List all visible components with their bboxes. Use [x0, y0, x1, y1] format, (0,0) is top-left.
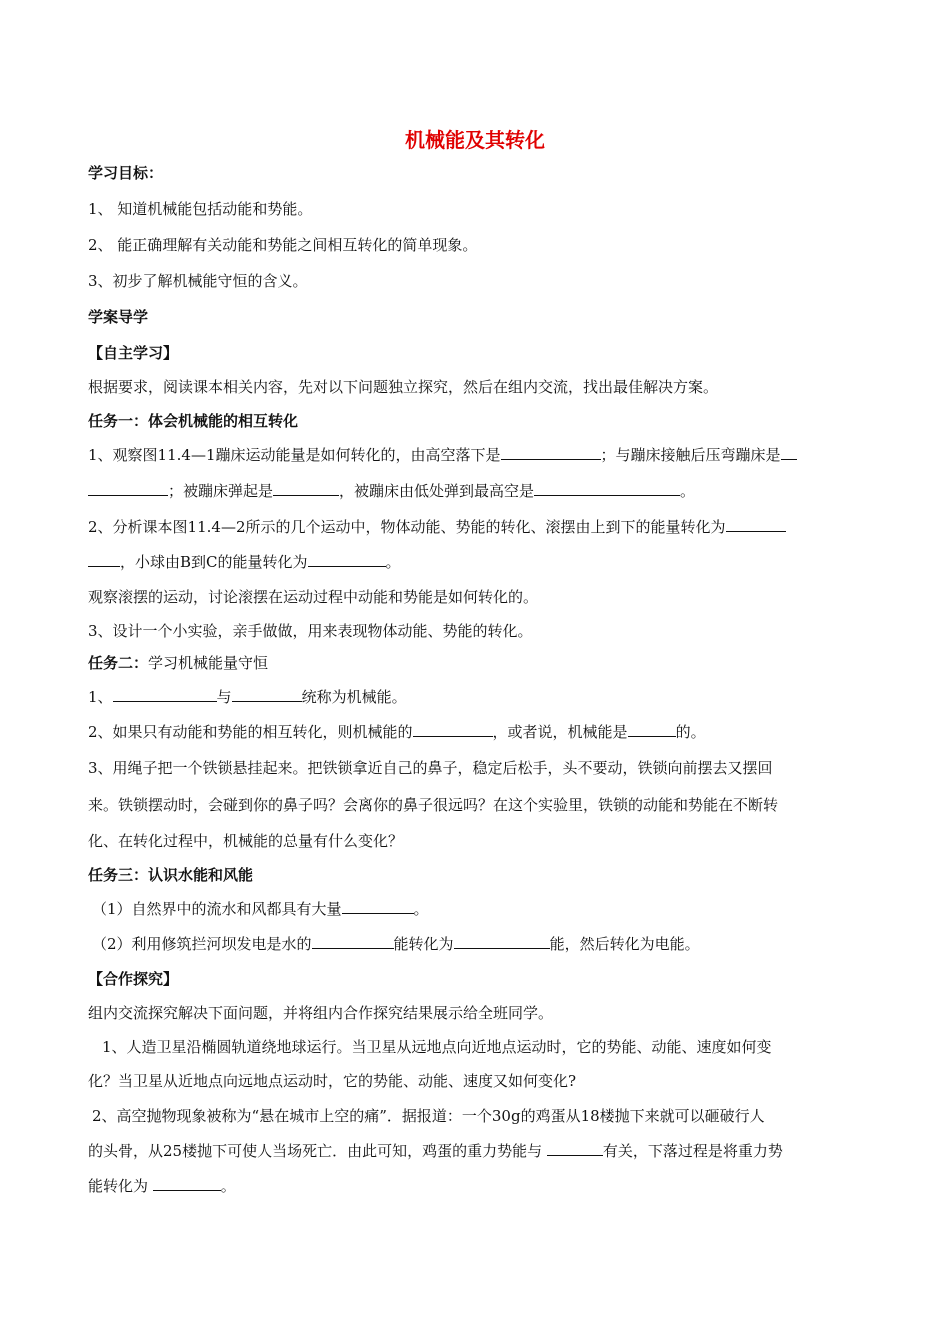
answer-blank[interactable]: [88, 481, 168, 496]
coop-q2-text-c: 能转化为: [88, 1177, 153, 1195]
coop-q1-line1: 1、人造卫星沿椭圆轨道绕地球运行。当卫星从远地点向近地点运动时，它的势能、动能、速度如何变: [102, 1038, 772, 1056]
task1-q2-line2: [88, 552, 401, 572]
task2-heading-bold: 任务二：: [88, 654, 149, 672]
task2-q2: [88, 722, 706, 742]
objectives-heading: 学习目标：: [88, 164, 164, 182]
self-study-heading: 【自主学习】: [88, 344, 179, 362]
task3-q2: [88, 934, 700, 954]
page-title: 机械能及其转化: [405, 128, 545, 152]
answer-blank[interactable]: [454, 934, 550, 949]
task2-q1-text-c: 统称为机械能。: [301, 688, 407, 706]
task2-q3-line1: 3、用绳子把一个铁锁悬挂起来。把铁锁拿近自己的鼻子，稳定后松手，头不要动，铁锁向前摆去又摆回: [88, 759, 773, 777]
task3-q1-text-b: 。: [413, 900, 429, 918]
answer-blank[interactable]: [413, 722, 493, 737]
task3-heading: 任务三：认识水能和风能: [88, 866, 254, 884]
task2-heading: [88, 653, 268, 673]
answer-blank[interactable]: [273, 481, 339, 496]
answer-blank[interactable]: [628, 722, 676, 737]
task1-q1-line2: [88, 481, 695, 501]
answer-blank[interactable]: [232, 687, 302, 702]
coop-q2-text-b: 有关，下落过程是将重力势: [602, 1142, 783, 1160]
coop-q2-line2: [88, 1141, 783, 1161]
task1-q3: 3、设计一个小实验，亲手做做，用来表现物体动能、势能的转化。: [88, 622, 533, 640]
task1-q1-text-e: 。: [680, 482, 696, 500]
task3-q1-text-a: （1）自然界中的流水和风都具有大量: [92, 900, 342, 918]
task2-q3-line2: 来。铁锁摆动时，会碰到你的鼻子吗？会离你的鼻子很远吗？在这个实验里，铁锁的动能和势能在不断转: [88, 796, 779, 814]
task2-q2-text-b: ，或者说，机械能是: [492, 723, 628, 741]
answer-blank[interactable]: [312, 934, 394, 949]
task1-q1-text-d: ，被蹦床由低处弹到最高空是: [339, 482, 535, 500]
objective-1: 1、 知道机械能包括动能和势能。: [88, 200, 313, 218]
task2-q2-text-a: 2、如果只有动能和势能的相互转化，则机械能的: [88, 723, 413, 741]
task1-observe: 观察滚摆的运动，讨论滚摆在运动过程中动能和势能是如何转化的。: [88, 588, 539, 606]
answer-blank[interactable]: [501, 445, 601, 460]
coop-heading: 【合作探究】: [88, 970, 179, 988]
guide-heading: 学案导学: [88, 308, 149, 326]
task2-heading-rest: 学习机械能量守恒: [148, 654, 269, 672]
answer-blank[interactable]: [153, 1176, 221, 1191]
task1-q2-line1: [88, 517, 786, 537]
answer-blank[interactable]: [342, 899, 414, 914]
answer-blank[interactable]: [88, 552, 120, 567]
answer-blank[interactable]: [308, 552, 386, 567]
task1-heading: 任务一：体会机械能的相互转化: [88, 412, 299, 430]
task2-q2-text-c: 的。: [675, 723, 706, 741]
self-study-intro: 根据要求，阅读课本相关内容，先对以下问题独立探究，然后在组内交流，找出最佳解决方案。: [88, 378, 719, 396]
task2-q1-text-a: 1、: [88, 688, 113, 706]
answer-blank[interactable]: [534, 481, 680, 496]
task1-q1-text-c: ；被蹦床弹起是: [168, 482, 274, 500]
answer-blank[interactable]: [726, 517, 786, 532]
task2-q3-line3: 化、在转化过程中，机械能的总量有什么变化？: [88, 832, 404, 850]
task1-q2-text-b: ，小球由B到C的能量转化为: [120, 553, 308, 571]
answer-blank[interactable]: [781, 445, 797, 460]
task2-q1: [88, 687, 407, 707]
task1-q1-line1: [88, 445, 797, 465]
objective-2: 2、 能正确理解有关动能和势能之间相互转化的简单现象。: [88, 236, 478, 254]
task3-q2-text-a: （2）利用修筑拦河坝发电是水的: [92, 935, 312, 953]
objective-3: 3、初步了解机械能守恒的含义。: [88, 272, 308, 290]
coop-q2-line3: [88, 1176, 236, 1196]
task1-q1-text-a: 1、观察图11.4—1蹦床运动能量是如何转化的，由高空落下是: [88, 446, 501, 464]
task1-q2-text-a: 2、分析课本图11.4—2所示的几个运动中，物体动能、势能的转化、滚摆由上到下的能量转化为: [88, 518, 726, 536]
answer-blank[interactable]: [113, 687, 217, 702]
answer-blank[interactable]: [547, 1141, 603, 1156]
coop-q2-text-a: 的头骨，从25楼抛下可使人当场死亡．由此可知，鸡蛋的重力势能与: [88, 1142, 547, 1160]
coop-q2-line1: 2、高空抛物现象被称为“悬在城市上空的痛”．据报道：一个30g的鸡蛋从18楼抛下来就可以砸破行人: [92, 1107, 765, 1125]
task3-q2-text-b: 能转化为: [393, 935, 454, 953]
task3-q1: [88, 899, 429, 919]
task3-q2-text-c: 能，然后转化为电能。: [549, 935, 700, 953]
coop-q2-text-d: 。: [220, 1177, 236, 1195]
task1-q1-text-b: ；与蹦床接触后压弯蹦床是: [600, 446, 781, 464]
coop-intro: 组内交流探究解决下面问题，并将组内合作探究结果展示给全班同学。: [88, 1004, 554, 1022]
coop-q1-line2: 化？当卫星从近地点向远地点运动时，它的势能、动能、速度又如何变化?: [88, 1072, 577, 1090]
task1-q2-text-c: 。: [385, 553, 401, 571]
task2-q1-text-b: 与: [216, 688, 232, 706]
